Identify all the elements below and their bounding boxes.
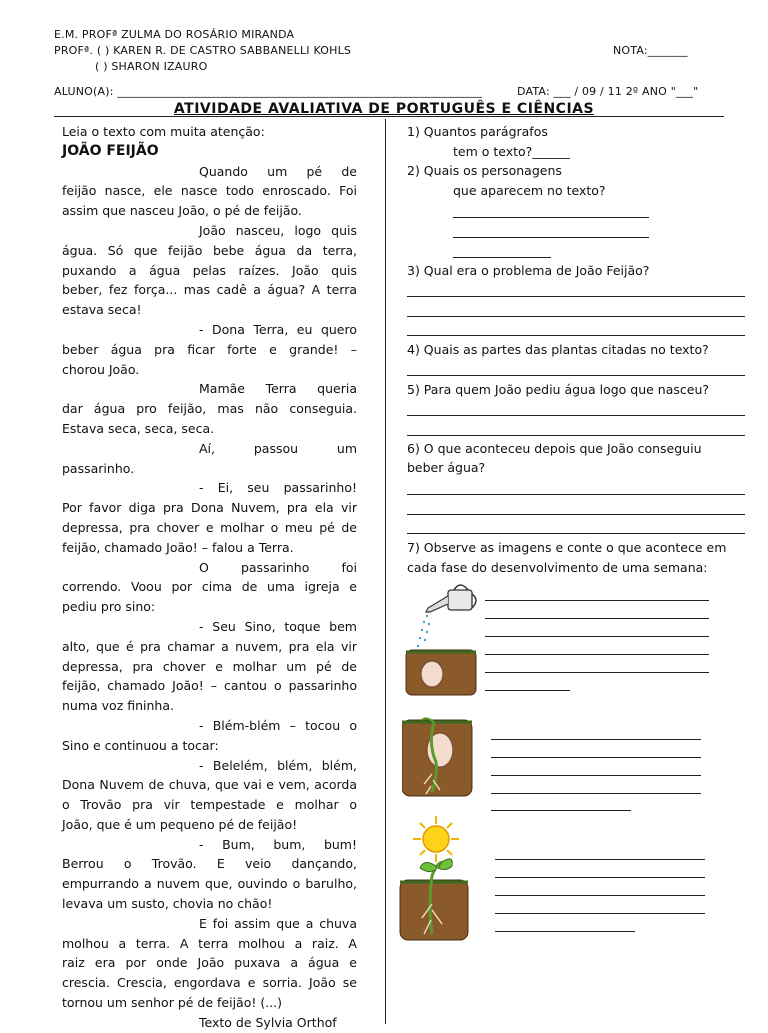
story-line: tornou um senhor pé de feijão! (...): [62, 995, 283, 1011]
soil-icon: [400, 880, 468, 940]
question-6-line-2: beber água?: [407, 460, 486, 475]
question-6-line-1: 6) O que aconteceu depois que João conseguiu: [407, 441, 702, 456]
sun-icon: [413, 816, 459, 862]
story-line: assim que nasceu João, o pé de feijão.: [62, 203, 302, 219]
answer-line-q7-2-4[interactable]: [491, 793, 701, 794]
answer-line-q3-1[interactable]: [407, 296, 745, 297]
grade-field[interactable]: NOTA:_______: [613, 44, 688, 57]
story-line: o Trovão pra vir tempestade e molhar o: [62, 797, 357, 813]
title-divider: [54, 116, 724, 117]
story-line: Aí, passou um: [199, 440, 357, 456]
answer-line-q5-1[interactable]: [407, 415, 745, 416]
story-line: puxando a água pelas raízes. João quis: [62, 262, 357, 278]
answer-line-q7-3-4[interactable]: [495, 913, 705, 914]
date-field[interactable]: DATA: ___ / 09 / 11 2º ANO "___": [517, 85, 699, 98]
story-line: - Ei, seu passarinho!: [199, 480, 357, 496]
answer-line-q7-2-2[interactable]: [491, 757, 701, 758]
story-line: O passarinho foi: [199, 559, 357, 575]
school-name: E.M. PROFª ZULMA DO ROSÁRIO MIRANDA: [54, 28, 295, 41]
story-line: raiz era por onde João puxava a água e: [62, 955, 357, 971]
watering-can-icon: [426, 585, 476, 612]
question-4: 4) Quais as partes das plantas citadas no texto?: [407, 342, 709, 357]
answer-line-q7-1-3[interactable]: [485, 636, 709, 637]
story-line: água. Só que feijão bebe água da terra,: [62, 242, 357, 258]
answer-line-q7-2-5[interactable]: [491, 810, 631, 811]
answer-line-q7-2-1[interactable]: [491, 739, 701, 740]
story-line: chorou João.: [62, 361, 140, 377]
story-line: estava seca!: [62, 302, 142, 318]
answer-line-q7-1-4[interactable]: [485, 654, 709, 655]
story-line: pediu pro sino:: [62, 599, 156, 615]
story-line: Quando um pé de: [199, 163, 357, 179]
story-line: correndo. Voou por cima de uma igreja e: [62, 579, 357, 595]
story-line: João nasceu, logo quis: [199, 222, 357, 238]
story-line: Berrou o Trovão. E veio dançando,: [62, 856, 357, 872]
answer-line-q7-1-1[interactable]: [485, 600, 709, 601]
answer-line-q7-3-5[interactable]: [495, 931, 635, 932]
story-line: feijão nasce, ele nasce todo enroscado. Foi: [62, 183, 357, 199]
story-line: E foi assim que a chuva: [199, 915, 357, 931]
question-2-line-2: que aparecem no texto?: [453, 183, 606, 198]
sprouting-seed-illustration: [402, 714, 474, 799]
story-line: Dona Nuvem de chuva, que vai e vem, acorda: [62, 777, 357, 793]
leaf-icon-2: [420, 862, 436, 871]
question-5: 5) Para quem João pediu água logo que nasceu?: [407, 382, 710, 397]
story-line: alto, que é pra chamar a nuvem, pra ela vir: [62, 638, 357, 654]
story-line: - Belelém, blém, blém,: [199, 757, 357, 773]
story-line: levava um susto, chovia no chão!: [62, 896, 273, 912]
story-line: Por favor diga pra Dona Nuvem, pra ela vir: [62, 500, 357, 516]
page-title: ATIVIDADE AVALIATIVA DE PORTUGUÊS E CIÊNCIAS: [173, 101, 595, 117]
story-line: crescia. Crescia, engordava e sorria. João se: [62, 975, 357, 991]
story-line: passarinho.: [62, 460, 135, 476]
answer-line-q7-3-1[interactable]: [495, 859, 705, 860]
story-line: molhou a terra. A terra molhou a raiz. A: [62, 935, 357, 951]
story-line: - Dona Terra, eu quero: [199, 321, 357, 337]
answer-line-q3-3[interactable]: [407, 335, 745, 336]
story-line: beber água pra ficar forte e grande! –: [62, 341, 357, 357]
answer-line-q2-2[interactable]: [453, 237, 649, 238]
column-divider: [385, 119, 386, 1024]
story-line: numa voz fininha.: [62, 698, 174, 714]
story-line: depressa, pra chover e molhar o meu pé de: [62, 519, 357, 535]
growing-plant-illustration: [398, 814, 470, 942]
answer-line-q6-2[interactable]: [407, 514, 745, 515]
story-text: [62, 162, 357, 1033]
answer-line-q2-3[interactable]: [453, 257, 551, 258]
story-line: Estava seca, seca, seca.: [62, 420, 215, 436]
story-line: feijão, chamado João! – cantou o passarinho: [62, 678, 357, 694]
story-line: Sino e continuou a tocar:: [62, 737, 219, 753]
leaf-icon: [438, 859, 452, 870]
teacher-line-2: ( ) SHARON IZAURO: [95, 60, 208, 73]
answer-line-q5-2[interactable]: [407, 435, 745, 436]
answer-line-q7-1-6[interactable]: [485, 690, 570, 691]
question-1-line-1: 1) Quantos parágrafos: [407, 124, 548, 139]
question-2-line-1: 2) Quais os personagens: [407, 163, 562, 178]
answer-line-q7-1-5[interactable]: [485, 672, 709, 673]
reading-column: [62, 122, 357, 1033]
answer-line-q7-1-2[interactable]: [485, 618, 709, 619]
question-1-line-2: tem o texto?______: [453, 144, 570, 159]
story-title: JOÃO FEIJÃO: [62, 142, 159, 159]
teacher-line-1: PROFª. ( ) KAREN R. DE CASTRO SABBANELLI KOHLS: [54, 44, 352, 57]
answer-line-q6-3[interactable]: [407, 533, 745, 534]
question-7-line-2: cada fase do desenvolvimento de uma semana:: [407, 560, 708, 575]
answer-line-q7-2-3[interactable]: [491, 775, 701, 776]
story-line: João, que é um pequeno pé de feijão!: [62, 816, 298, 832]
story-line: beber, fez força... mas cadê a água? A terra: [62, 282, 357, 298]
story-line: depressa, pra chover e molhar um pé de: [62, 658, 357, 674]
answer-line-q3-2[interactable]: [407, 316, 745, 317]
answer-line-q4-1[interactable]: [407, 375, 745, 376]
story-line: feijão, chamado João! – falou a Terra.: [62, 539, 294, 555]
story-line: dar água pro feijão, mas não conseguia.: [62, 401, 357, 417]
question-3: 3) Qual era o problema de João Feijão?: [407, 263, 650, 278]
student-name-field[interactable]: ALUNO(A): ________________________________________________________________: [54, 85, 483, 98]
water-drops-icon: [417, 615, 430, 647]
question-7-line-1: 7) Observe as imagens e conte o que acontece em: [407, 540, 727, 555]
answer-line-q7-3-2[interactable]: [495, 877, 705, 878]
story-line: Mamãe Terra queria: [199, 381, 357, 397]
story-line: - Blém-blém – tocou o: [199, 717, 357, 733]
watering-seed-illustration: [402, 582, 480, 697]
answer-line-q7-3-3[interactable]: [495, 895, 705, 896]
answer-line-q6-1[interactable]: [407, 494, 745, 495]
answer-line-q2-1[interactable]: [453, 217, 649, 218]
story-line: empurrando a nuvem que, ouvindo o barulho,: [62, 876, 357, 892]
story-line: - Seu Sino, toque bem: [199, 618, 357, 634]
story-line: - Bum, bum, bum!: [199, 836, 357, 852]
seed-icon: [421, 661, 443, 687]
story-line: Texto de Sylvia Orthof: [199, 1014, 337, 1030]
reading-instruction: Leia o texto com muita atenção:: [62, 124, 265, 139]
